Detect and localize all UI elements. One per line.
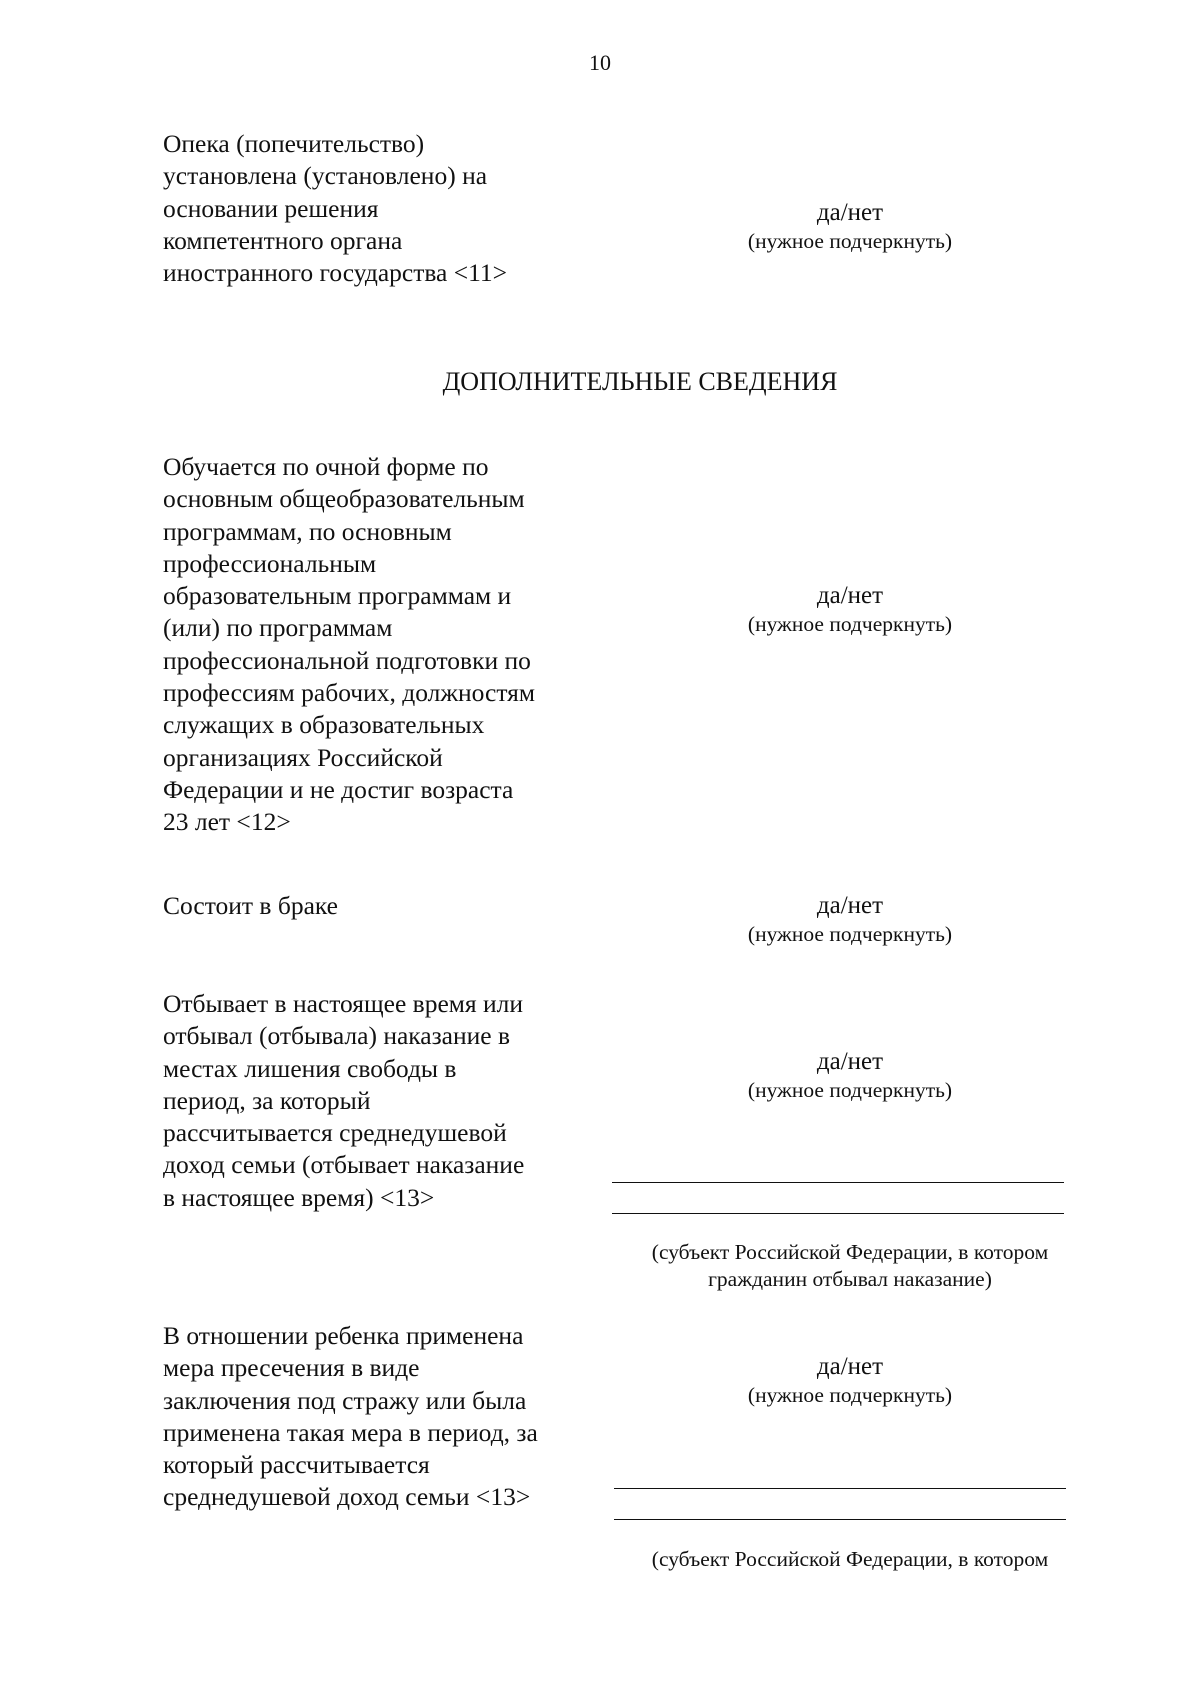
caption-line: (субъект Российской Федерации, в котором [651, 1547, 1049, 1571]
question-line: отбывал (отбывала) наказание в [163, 1021, 511, 1051]
answer-yes-no[interactable]: да/нет [816, 1048, 884, 1075]
question-line: образовательным программам и [163, 581, 512, 611]
region-input-line[interactable] [614, 1488, 1066, 1489]
answer-married[interactable] [700, 891, 1000, 947]
answer-yes-no[interactable]: да/нет [816, 1353, 884, 1380]
question-guardianship [163, 128, 603, 289]
question-education [163, 451, 603, 839]
question-line: Обучается по очной форме по [163, 452, 489, 481]
answer-yes-no[interactable]: да/нет [816, 582, 884, 609]
question-line: доход семьи (отбывает наказание [163, 1150, 525, 1180]
region-caption [600, 1546, 1100, 1573]
answer-hint: (нужное подчеркнуть) [747, 1383, 953, 1407]
question-line: основании решения [163, 193, 379, 223]
question-line: мера пресечения в виде [163, 1353, 420, 1383]
caption-line: (субъект Российской Федерации, в котором [651, 1240, 1049, 1264]
question-line: рассчитывается среднедушевой [163, 1118, 507, 1148]
answer-imprisonment[interactable] [700, 1047, 1000, 1103]
question-line: период, за который [163, 1085, 371, 1115]
page-number: 10 [589, 50, 611, 75]
question-line: применена такая мера в период, за [163, 1417, 538, 1447]
answer-detention[interactable] [700, 1352, 1000, 1408]
answer-yes-no[interactable]: да/нет [816, 199, 884, 226]
caption-line: гражданин отбывал наказание) [708, 1267, 992, 1291]
answer-hint: (нужное подчеркнуть) [747, 1078, 953, 1102]
answer-hint: (нужное подчеркнуть) [747, 229, 953, 253]
region-input-line[interactable] [614, 1519, 1066, 1520]
answer-hint: (нужное подчеркнуть) [747, 612, 953, 636]
question-line: программам, по основным [163, 516, 452, 546]
answer-hint: (нужное подчеркнуть) [747, 922, 953, 946]
question-line: Опека (попечительство) [163, 129, 425, 158]
answer-guardianship[interactable] [700, 198, 1000, 254]
question-line: В отношении ребенка применена [163, 1321, 524, 1350]
question-line: иностранного государства <11> [163, 258, 508, 288]
answer-education[interactable] [700, 581, 1000, 637]
question-line: Федерации и не достиг возраста [163, 774, 514, 804]
question-imprisonment [163, 988, 603, 1214]
section-heading: ДОПОЛНИТЕЛЬНЫЕ СВЕДЕНИЯ [442, 367, 838, 396]
question-line: профессиям рабочих, должностям [163, 678, 536, 708]
question-line: 23 лет <12> [163, 807, 291, 837]
answer-yes-no[interactable]: да/нет [816, 892, 884, 919]
question-line: компетентного органа [163, 225, 403, 255]
question-line: который рассчитывается [163, 1450, 430, 1480]
region-input-line[interactable] [612, 1213, 1064, 1214]
question-line: Состоит в браке [163, 891, 338, 920]
question-line: организациях Российской [163, 742, 443, 772]
question-line: среднедушевой доход семьи <13> [163, 1482, 531, 1512]
region-input-line[interactable] [612, 1182, 1064, 1183]
question-married [163, 890, 603, 922]
question-line: (или) по программам [163, 613, 393, 643]
region-caption [600, 1239, 1100, 1293]
question-line: установлена (установлено) на [163, 161, 488, 191]
question-line: основным общеобразовательным [163, 484, 525, 514]
question-line: в настоящее время) <13> [163, 1182, 435, 1212]
question-line: заключения под стражу или была [163, 1385, 527, 1415]
question-detention [163, 1320, 603, 1514]
question-line: местах лишения свободы в [163, 1053, 457, 1083]
question-line: профессиональным [163, 548, 377, 578]
question-line: служащих в образовательных [163, 710, 485, 740]
question-line: профессиональной подготовки по [163, 645, 531, 675]
question-line: Отбывает в настоящее время или [163, 989, 524, 1018]
